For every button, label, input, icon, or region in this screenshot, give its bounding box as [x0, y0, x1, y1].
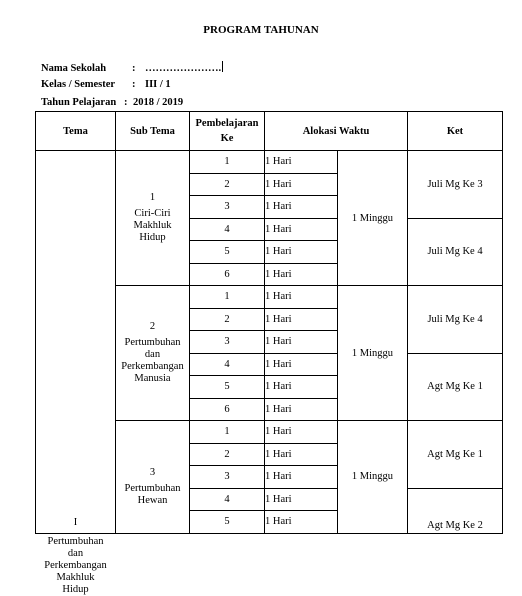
- header-pembelajaran-line1: Pembelajaran: [195, 118, 259, 129]
- alokasi-hari: 1 Hari: [265, 218, 338, 241]
- alokasi-hari: 1 Hari: [265, 241, 338, 264]
- tema-line: Perkembangan: [44, 559, 107, 571]
- alokasi-minggu: 1 Minggu: [338, 151, 408, 286]
- ket-cell: Juli Mg Ke 4: [408, 218, 503, 286]
- header-sub-tema: Sub Tema: [116, 112, 190, 151]
- alokasi-hari: 1 Hari: [265, 488, 338, 511]
- alokasi-hari: 1 Hari: [265, 173, 338, 196]
- tema-line: Makhluk: [56, 571, 95, 583]
- ket-cell: Agt Mg Ke 2: [408, 488, 503, 533]
- header-pembelajaran: [190, 112, 265, 151]
- tema-cell: [36, 151, 116, 595]
- subtema-line: Hidup: [139, 232, 166, 243]
- subtema-line: Pertumbuhan: [124, 337, 181, 348]
- pembelajaran-ke: 1: [190, 286, 265, 309]
- subtema-cell-3: [116, 421, 190, 534]
- pembelajaran-ke: 6: [190, 263, 265, 286]
- meta-colon: :: [124, 97, 128, 108]
- alokasi-minggu: 1 Minggu: [338, 421, 408, 534]
- document-title: PROGRAM TAHUNAN: [203, 24, 319, 36]
- meta-value: III / 1: [145, 79, 171, 90]
- header-alokasi-waktu: Alokasi Waktu: [265, 112, 408, 151]
- header-pembelajaran-line2: Ke: [220, 133, 234, 144]
- alokasi-hari: 1 Hari: [265, 443, 338, 466]
- table-header-row: [36, 112, 503, 151]
- subtema-number: 2: [149, 321, 156, 332]
- alokasi-hari: 1 Hari: [265, 263, 338, 286]
- pembelajaran-ke: 2: [190, 443, 265, 466]
- alokasi-hari: 1 Hari: [265, 196, 338, 219]
- subtema-line: Manusia: [134, 373, 171, 384]
- header-tema: Tema: [36, 112, 116, 151]
- meta-nama-sekolah: [41, 61, 223, 74]
- table-row: [36, 151, 503, 174]
- tema-line: Hidup: [62, 583, 89, 595]
- subtema-line: Perkembangan: [121, 361, 184, 372]
- alokasi-hari: 1 Hari: [265, 286, 338, 309]
- pembelajaran-ke: 6: [190, 398, 265, 421]
- pembelajaran-ke: 3: [190, 196, 265, 219]
- pembelajaran-ke: 5: [190, 376, 265, 399]
- meta-value[interactable]: ………………….: [145, 63, 222, 74]
- text-cursor: [222, 61, 223, 72]
- alokasi-hari: 1 Hari: [265, 376, 338, 399]
- pembelajaran-ke: 4: [190, 218, 265, 241]
- tema-number: I: [73, 516, 78, 528]
- meta-colon: :: [132, 63, 136, 74]
- pembelajaran-ke: 3: [190, 466, 265, 489]
- subtema-line: Ciri-Ciri: [134, 208, 171, 219]
- pembelajaran-ke: 3: [190, 331, 265, 354]
- subtema-number: 1: [149, 192, 156, 203]
- pembelajaran-ke: 5: [190, 511, 265, 534]
- pembelajaran-ke: 4: [190, 353, 265, 376]
- meta-value: 2018 / 2019: [133, 97, 184, 108]
- pembelajaran-ke: 1: [190, 421, 265, 444]
- alokasi-hari: 1 Hari: [265, 331, 338, 354]
- subtema-line: Makhluk: [133, 220, 172, 231]
- alokasi-minggu: 1 Minggu: [338, 286, 408, 421]
- header-ket: Ket: [408, 112, 503, 151]
- subtema-line: Pertumbuhan: [124, 483, 181, 494]
- alokasi-hari: 1 Hari: [265, 466, 338, 489]
- subtema-number: 3: [149, 467, 156, 478]
- meta-kelas-semester: [41, 79, 171, 90]
- alokasi-hari: 1 Hari: [265, 398, 338, 421]
- ket-cell: Juli Mg Ke 3: [408, 151, 503, 219]
- meta-colon: :: [132, 79, 136, 90]
- alokasi-hari: 1 Hari: [265, 151, 338, 174]
- program-table: [35, 111, 503, 595]
- meta-tahun-pelajaran: [41, 97, 183, 108]
- alokasi-hari: 1 Hari: [265, 421, 338, 444]
- subtema-line: dan: [144, 349, 161, 360]
- ket-cell: Agt Mg Ke 1: [408, 353, 503, 421]
- ket-cell: Juli Mg Ke 4: [408, 286, 503, 354]
- alokasi-hari: 1 Hari: [265, 308, 338, 331]
- subtema-line: Hewan: [137, 495, 168, 506]
- meta-label: Kelas / Semester: [41, 79, 116, 90]
- alokasi-hari: 1 Hari: [265, 511, 338, 534]
- meta-label: Tahun Pelajaran: [41, 97, 117, 108]
- pembelajaran-ke: 2: [190, 173, 265, 196]
- tema-line: dan: [67, 547, 84, 559]
- pembelajaran-ke: 4: [190, 488, 265, 511]
- tema-line: Pertumbuhan: [47, 535, 104, 547]
- ket-cell: Agt Mg Ke 1: [408, 421, 503, 489]
- pembelajaran-ke: 5: [190, 241, 265, 264]
- alokasi-hari: 1 Hari: [265, 353, 338, 376]
- pembelajaran-ke: 1: [190, 151, 265, 174]
- subtema-cell-1: [116, 151, 190, 286]
- subtema-cell-2: [116, 286, 190, 421]
- meta-label: Nama Sekolah: [41, 63, 107, 74]
- pembelajaran-ke: 2: [190, 308, 265, 331]
